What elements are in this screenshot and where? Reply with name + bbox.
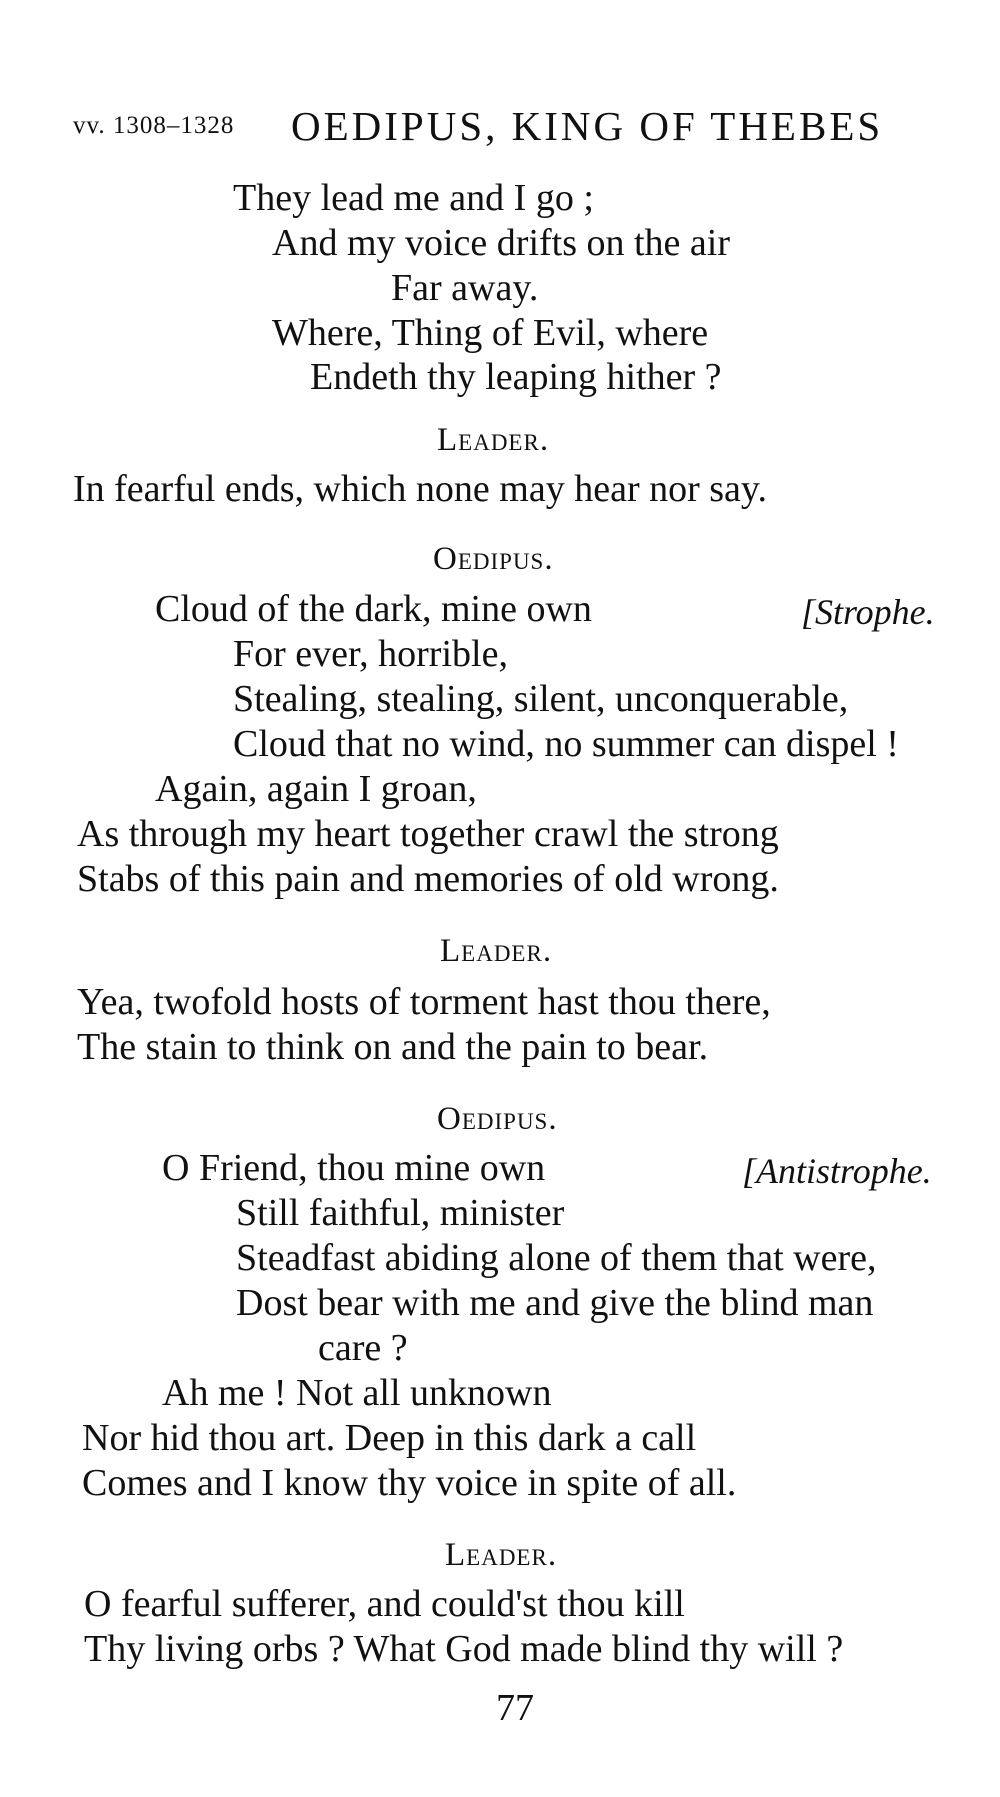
page-number: 77 xyxy=(496,1687,534,1729)
verse-line: In fearful ends, which none may hear nor say. xyxy=(73,468,767,510)
verse-line: care ? xyxy=(318,1327,408,1369)
speaker-name: Leader. xyxy=(437,422,550,458)
speaker-name: Oedipus. xyxy=(433,541,554,577)
verse-line: Where, Thing of Evil, where xyxy=(272,312,709,354)
verse-line: For ever, horrible, xyxy=(233,633,508,675)
verse-line: They lead me and I go ; xyxy=(233,177,594,219)
verse-line: Endeth thy leaping hither ? xyxy=(310,356,722,398)
verse-line: Again, again I groan, xyxy=(155,768,477,810)
verse-line: O fearful sufferer, and could'st thou kill xyxy=(84,1583,685,1625)
verse-line: And my voice drifts on the air xyxy=(272,222,731,264)
verse-line: As through my heart together crawl the strong xyxy=(77,813,779,855)
verse-line: Comes and I know thy voice in spite of all. xyxy=(82,1462,737,1504)
verse-line: Far away. xyxy=(391,267,539,309)
speaker-name: Leader. xyxy=(445,1537,558,1573)
verse-reference: vv. 1308–1328 xyxy=(73,112,235,139)
verse-line: O Friend, thou mine own xyxy=(162,1147,546,1189)
verse-line: Cloud of the dark, mine own xyxy=(155,588,592,630)
verse-line: Dost bear with me and give the blind man xyxy=(236,1282,874,1324)
verse-line: Ah me ! Not all unknown xyxy=(162,1372,552,1414)
speaker-name: Oedipus. xyxy=(437,1101,558,1137)
verse-line: Yea, twofold hosts of torment hast thou there, xyxy=(77,981,771,1023)
verse-line: Nor hid thou art. Deep in this dark a call xyxy=(82,1417,697,1459)
verse-line: Stealing, stealing, silent, unconquerable, xyxy=(233,678,849,720)
verse-line: Thy living orbs ? What God made blind thy will ? xyxy=(84,1628,844,1670)
verse-line: Still faithful, minister xyxy=(236,1192,565,1234)
verse-line: Stabs of this pain and memories of old wrong. xyxy=(77,858,779,900)
running-title: OEDIPUS, KING OF THEBES xyxy=(291,103,884,149)
antistrophe-note: [Antistrophe. xyxy=(742,1151,932,1191)
strophe-note: [Strophe. xyxy=(801,592,935,632)
verse-line: The stain to think on and the pain to bear. xyxy=(77,1026,709,1068)
speaker-name: Leader. xyxy=(440,933,553,969)
verse-line: Cloud that no wind, no summer can dispel ! xyxy=(233,723,899,765)
verse-line: Steadfast abiding alone of them that were, xyxy=(236,1237,877,1279)
